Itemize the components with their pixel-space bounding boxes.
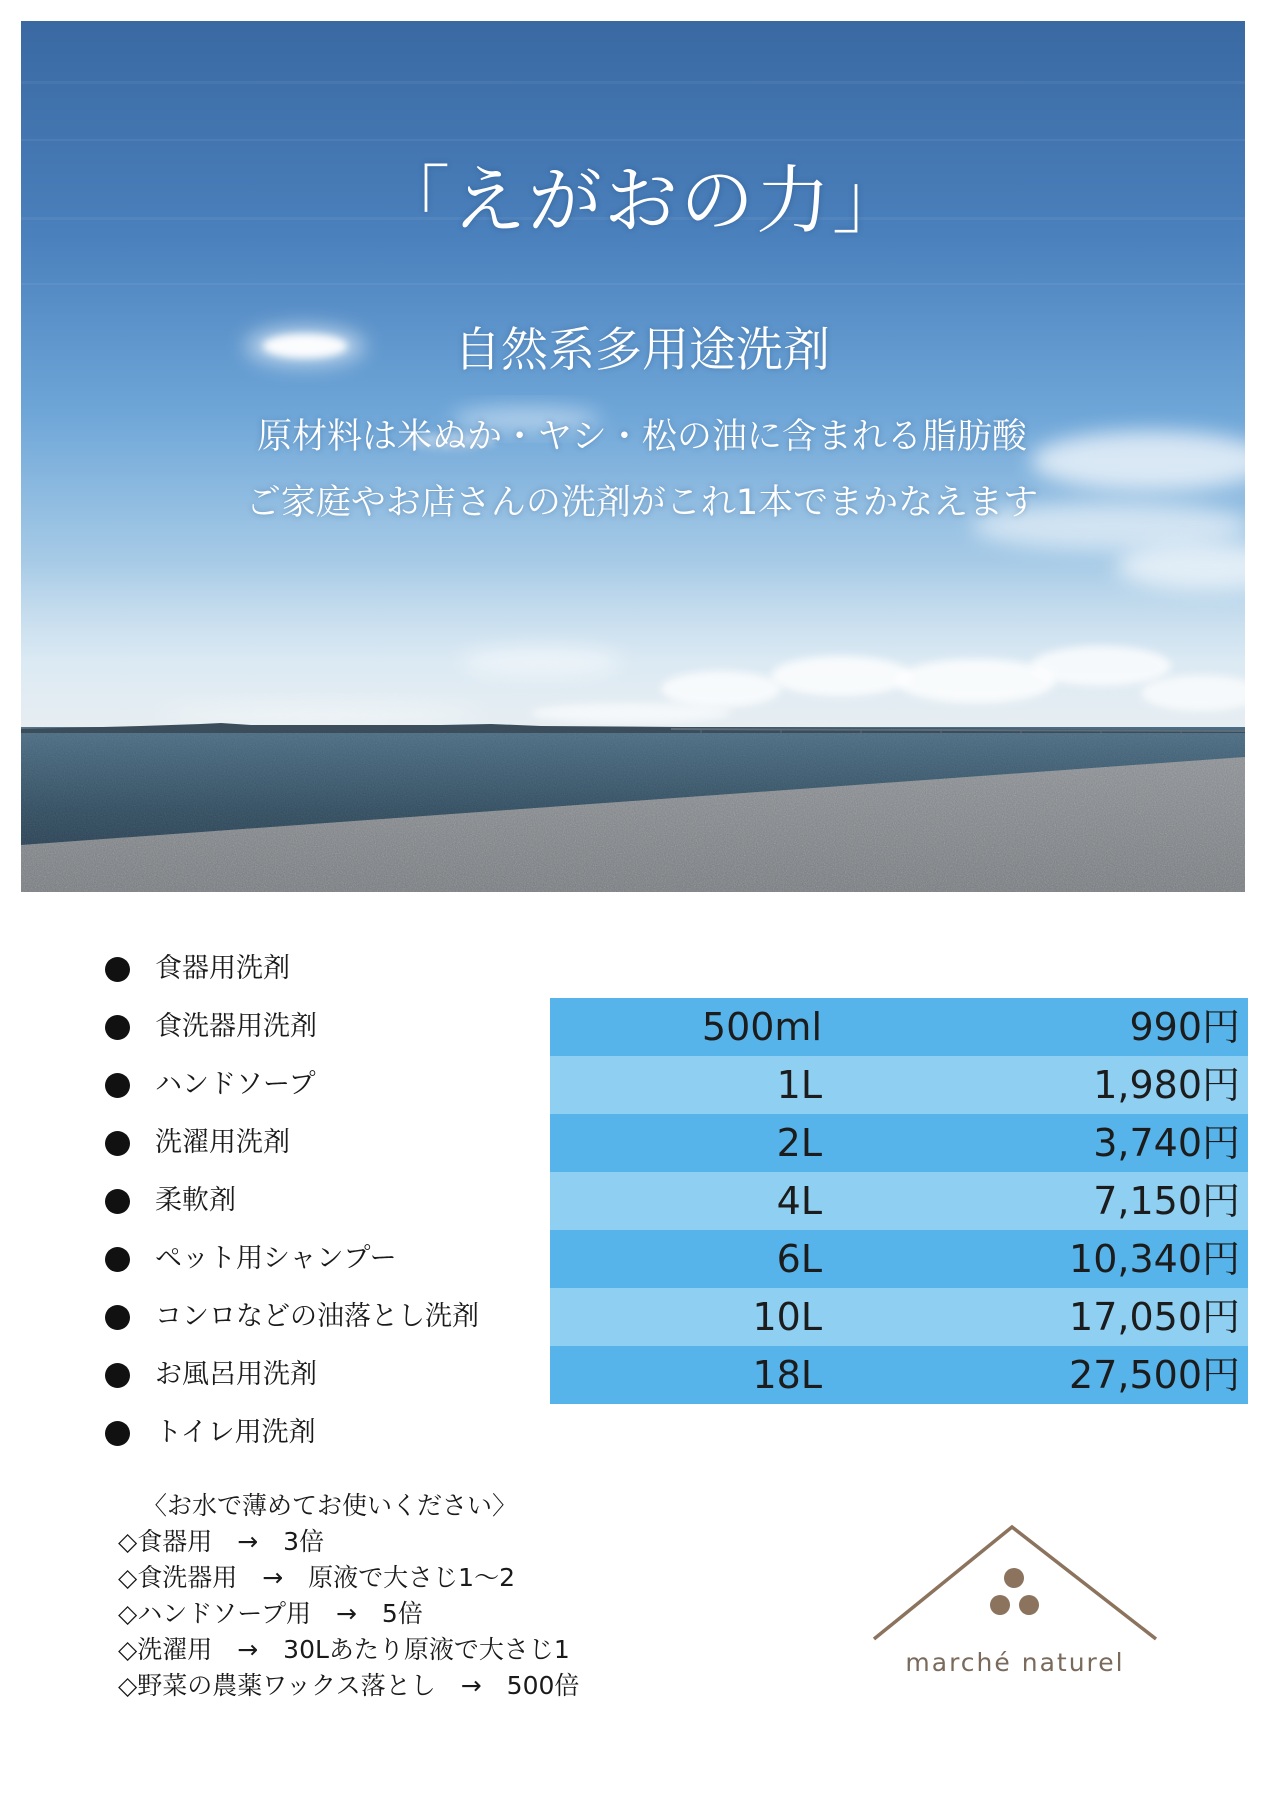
- use-label: ペット用シャンプー: [155, 1243, 397, 1274]
- cloud: [161, 703, 481, 723]
- logo-dot: [990, 1595, 1010, 1615]
- table-row: [550, 1114, 1248, 1172]
- list-item: [105, 1114, 479, 1172]
- list-item: [105, 1056, 479, 1114]
- price-cell: 3,740円: [1093, 1121, 1240, 1165]
- list-item: [105, 1404, 479, 1462]
- list-item: [105, 998, 479, 1056]
- use-label: トイレ用洗剤: [155, 1417, 316, 1448]
- volume-cell: 6L: [776, 1237, 822, 1281]
- use-label: ハンドソープ: [155, 1069, 316, 1100]
- dilution-item: ◇食洗器用 → 原液で大さじ1～2: [118, 1563, 515, 1592]
- house-logo-icon: [860, 1515, 1170, 1655]
- list-item: [105, 1288, 479, 1346]
- bullet-icon: [105, 1247, 130, 1272]
- cloud: [531, 703, 731, 723]
- use-label: 食器用洗剤: [155, 953, 290, 984]
- logo-dot: [1004, 1568, 1024, 1588]
- list-item: [105, 940, 479, 998]
- table-row: [550, 1172, 1248, 1230]
- hero-description-line-1: 原材料は米ぬか・ヤシ・松の油に含まれる脂肪酸: [257, 417, 1027, 457]
- use-label: コンロなどの油落とし洗剤: [155, 1301, 479, 1332]
- list-item: [105, 1346, 479, 1404]
- volume-cell: 500ml: [701, 1005, 822, 1049]
- list-item: [105, 1172, 479, 1230]
- logo-dot: [1019, 1595, 1039, 1615]
- price-cell: 990円: [1129, 1005, 1240, 1049]
- price-cell: 17,050円: [1069, 1295, 1240, 1339]
- dilution-item: ◇野菜の農薬ワックス落とし → 500倍: [118, 1671, 580, 1700]
- price-cell: 1,980円: [1093, 1063, 1240, 1107]
- bullet-icon: [105, 1189, 130, 1214]
- volume-cell: 4L: [776, 1179, 822, 1223]
- use-label: お風呂用洗剤: [155, 1359, 317, 1390]
- logo-wordmark: marché naturel: [905, 1648, 1125, 1677]
- cloud: [661, 671, 781, 707]
- hero-title: 「えがおの力」: [376, 158, 908, 244]
- hero-photo: [21, 21, 1245, 892]
- table-row: [550, 1056, 1248, 1114]
- price-table: [550, 998, 1248, 1404]
- table-row: [550, 1346, 1248, 1404]
- table-row: [550, 998, 1248, 1056]
- cloud: [771, 656, 911, 696]
- bullet-icon: [105, 1131, 130, 1156]
- list-item: [105, 1230, 479, 1288]
- bullet-icon: [105, 1073, 130, 1098]
- use-label: 洗濯用洗剤: [155, 1127, 290, 1158]
- use-label: 食洗器用洗剤: [155, 1011, 317, 1042]
- cloud: [1031, 646, 1171, 686]
- price-cell: 27,500円: [1069, 1353, 1240, 1397]
- bullet-icon: [105, 957, 130, 982]
- uses-list: [105, 940, 479, 1462]
- dilution-heading: 〈お水で薄めてお使いください〉: [142, 1491, 518, 1520]
- use-label: 柔軟剤: [155, 1185, 236, 1216]
- hero-subtitle: 自然系多用途洗剤: [454, 323, 830, 378]
- volume-cell: 2L: [776, 1121, 822, 1165]
- volume-cell: 18L: [752, 1353, 822, 1397]
- price-cell: 10,340円: [1069, 1237, 1240, 1281]
- dilution-notes: [118, 1488, 579, 1704]
- bullet-icon: [105, 1015, 130, 1040]
- volume-cell: 10L: [752, 1295, 822, 1339]
- dilution-item: ◇ハンドソープ用 → 5倍: [118, 1599, 423, 1628]
- cloud: [461, 647, 621, 675]
- table-row: [550, 1288, 1248, 1346]
- dilution-item: ◇食器用 → 3倍: [118, 1527, 325, 1556]
- bullet-icon: [105, 1363, 130, 1388]
- table-row: [550, 1230, 1248, 1288]
- hero-description-line-2: ご家庭やお店さんの洗剤がこれ1本でまかなえます: [245, 483, 1039, 523]
- bullet-icon: [105, 1305, 130, 1330]
- price-cell: 7,150円: [1093, 1179, 1240, 1223]
- dilution-item: ◇洗濯用 → 30Lあたり原液で大さじ1: [118, 1635, 570, 1664]
- volume-cell: 1L: [776, 1063, 822, 1107]
- bullet-icon: [105, 1421, 130, 1446]
